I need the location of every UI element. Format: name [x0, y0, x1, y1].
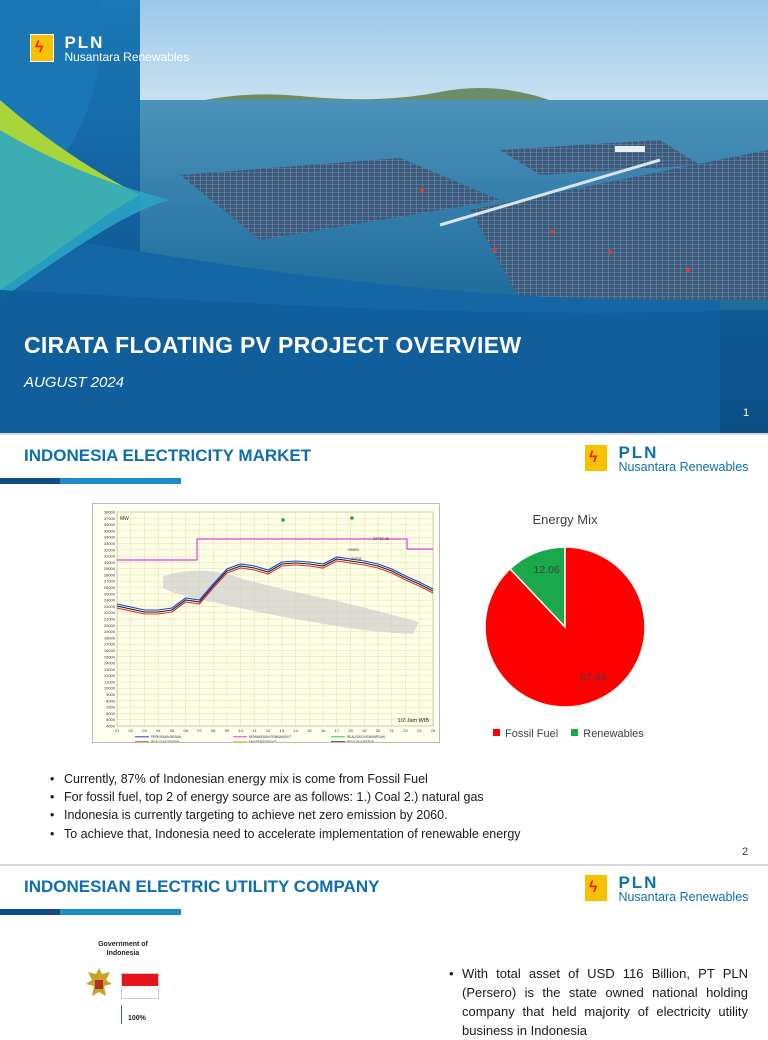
value-callout: 29869	[348, 548, 359, 552]
legend-item-renewables: Renewables	[571, 728, 644, 740]
cover-title: CIRATA FLOATING PV PROJECT OVERVIEW	[24, 332, 522, 358]
pln-logo	[584, 444, 748, 474]
pln-logo-icon: ϟ	[584, 874, 608, 902]
x-tick-label: 04	[155, 728, 161, 733]
org-chart-government-label: Government of Indonesia	[98, 941, 148, 957]
logo-subtitle: Nusantara Renewables	[64, 50, 190, 64]
y-tick-label: 31000	[103, 553, 115, 559]
y-tick-label: 12000	[103, 673, 115, 679]
logo-subtitle: Nusantara Renewables	[618, 460, 749, 474]
x-tick-label: 17	[334, 728, 340, 733]
page-number: 1	[743, 407, 750, 419]
x-tick-label: 01	[114, 728, 120, 733]
x-tick-label: 05	[169, 728, 175, 733]
y-tick-label: 9000	[106, 692, 115, 698]
y-tick-label: 32000	[103, 547, 115, 553]
y-tick-label: 21000	[103, 616, 115, 622]
y-tick-label: 18000	[103, 635, 115, 641]
legend-label: REALISASI KEMAMPUAN	[347, 735, 385, 739]
y-tick-label: 24000	[103, 597, 115, 603]
bullet-list	[48, 770, 521, 843]
bullet-item: • Indonesia is currently targeting to achieve net zero emission by 2060.	[48, 806, 521, 824]
page-number: 2	[742, 846, 749, 858]
x-tick-label: 18	[348, 728, 353, 733]
y-tick-label: 10000	[103, 685, 115, 691]
org-chart-connector	[121, 1005, 122, 1024]
y-tick-label: 29000	[103, 566, 115, 572]
y-tick-label: 20000	[103, 622, 115, 628]
y-tick-label: 34000	[103, 534, 115, 540]
legend-label: RENCANA/BEBAN	[347, 740, 375, 742]
chart-legend	[493, 728, 654, 740]
y-tick-label: 11000	[104, 679, 115, 685]
x-tick-label: 22	[403, 728, 408, 733]
y-tick-label: 27000	[103, 578, 115, 584]
y-tick-label: 14000	[103, 660, 115, 666]
x-tick-label: 02	[128, 728, 133, 733]
title-accent-bar	[0, 909, 181, 915]
y-tick-label: 25000	[103, 591, 115, 597]
pln-logo-icon: ϟ	[584, 444, 608, 472]
bullet-item: • Currently, 87% of Indonesian energy mix is come from Fossil Fuel	[48, 770, 521, 788]
ownership-percentage: 100%	[128, 1015, 146, 1022]
cover-wave-overlay	[0, 0, 720, 433]
value-callout: 33792,46	[373, 537, 389, 541]
y-tick-label: 28000	[103, 572, 115, 578]
y-tick-label: 17000	[103, 641, 115, 647]
logo-pln-text: PLN	[618, 873, 659, 892]
legend-label: MW PEMBANGKIT	[249, 740, 277, 742]
x-tick-label: 06	[183, 728, 188, 733]
bullet-item: • For fossil fuel, top 2 of energy source are as follows: 1.) Coal 2.) natural gas	[48, 788, 521, 806]
pie-slice-fossil-fuel	[485, 547, 645, 707]
x-tick-label: 11	[252, 728, 257, 733]
logo-pln-text: PLN	[618, 443, 659, 462]
logo-pln-text: PLN	[64, 33, 105, 52]
pln-logo	[30, 34, 189, 64]
x-tick-label: 19	[362, 728, 367, 733]
indonesia-flag-icon	[121, 973, 159, 999]
y-tick-label: 15000	[103, 654, 115, 660]
legend-item-fossil: Fossil Fuel	[493, 728, 558, 740]
pln-logo-icon: ϟ	[30, 34, 54, 62]
y-tick-label: 36000	[103, 522, 115, 528]
x-tick-label: 09	[224, 728, 230, 733]
x-tick-label: 07	[197, 728, 202, 733]
y-tick-label: 38000	[103, 509, 115, 515]
y-tick-label: 37000	[103, 515, 115, 521]
slide2-title: INDONESIA ELECTRICITY MARKET	[24, 446, 312, 465]
slide-cover	[0, 0, 768, 433]
daily-load-chart	[92, 503, 440, 743]
legend-label: KEMAMPUAN PEMBANGKIT	[249, 735, 292, 739]
y-tick-label: 13000	[103, 666, 115, 672]
peak-marker	[281, 518, 285, 522]
y-tick-label: 6000	[106, 710, 115, 716]
logo-subtitle: Nusantara Renewables	[618, 890, 749, 904]
y-tick-label: 5000	[106, 717, 115, 723]
slide-separator	[0, 433, 768, 435]
y-tick-label: 19000	[103, 629, 115, 635]
unit-label: MW	[120, 516, 129, 522]
slide3-title: INDONESIAN ELECTRIC UTILITY COMPANY	[24, 877, 380, 896]
x-tick-label: 16	[320, 728, 326, 733]
garuda-emblem-icon	[84, 966, 114, 1002]
y-tick-label: 30000	[103, 559, 115, 565]
x-tick-label: 13	[279, 728, 285, 733]
x-tick-label: 10	[238, 728, 243, 733]
y-tick-label: 26000	[103, 585, 115, 591]
company-description: • With total asset of USD 116 Billion, PT PLN (Persero) is the state owned national holding company that held majority of electricity utility business in Indonesia	[448, 964, 748, 1040]
y-tick-label: 23000	[103, 603, 115, 609]
y-tick-label: 4000	[106, 723, 115, 729]
x-tick-label: 23	[417, 728, 422, 733]
cover-date: AUGUST 2024	[24, 374, 125, 391]
legend-label: REALISASI BEBAN	[151, 740, 180, 742]
pln-logo	[584, 874, 748, 904]
y-tick-label: 8000	[106, 698, 115, 704]
energy-mix-pie	[480, 542, 650, 712]
y-tick-label: 7000	[106, 704, 115, 710]
value-callout: 30836	[351, 557, 362, 561]
x-tick-label: 20	[375, 728, 381, 733]
slide-separator	[0, 864, 768, 866]
y-tick-label: 33000	[103, 540, 115, 546]
peak-marker	[350, 516, 354, 520]
y-tick-label: 22000	[103, 610, 115, 616]
y-tick-label: 35000	[103, 528, 115, 534]
time-label: 1/2 Jam WIB	[397, 718, 429, 724]
x-tick-label: 12	[265, 728, 271, 733]
x-tick-label: 03	[142, 728, 147, 733]
x-tick-label: 24	[430, 728, 436, 733]
title-accent-bar	[0, 478, 181, 484]
x-tick-label: 08	[210, 728, 216, 733]
y-tick-label: 16000	[103, 647, 115, 653]
pie-data-label: 12.06	[533, 563, 560, 576]
x-tick-label: 21	[389, 728, 395, 733]
bullet-item: • To achieve that, Indonesia need to accelerate implementation of renewable energy	[48, 825, 521, 843]
x-tick-label: 15	[307, 728, 312, 733]
pie-data-label: 87.94	[580, 671, 607, 684]
chart-title: Energy Mix	[532, 512, 598, 527]
daily-load-chart-svg	[93, 504, 439, 742]
legend-label: PERKIRAAN BEBAN	[151, 735, 182, 739]
x-tick-label: 14	[293, 728, 298, 733]
